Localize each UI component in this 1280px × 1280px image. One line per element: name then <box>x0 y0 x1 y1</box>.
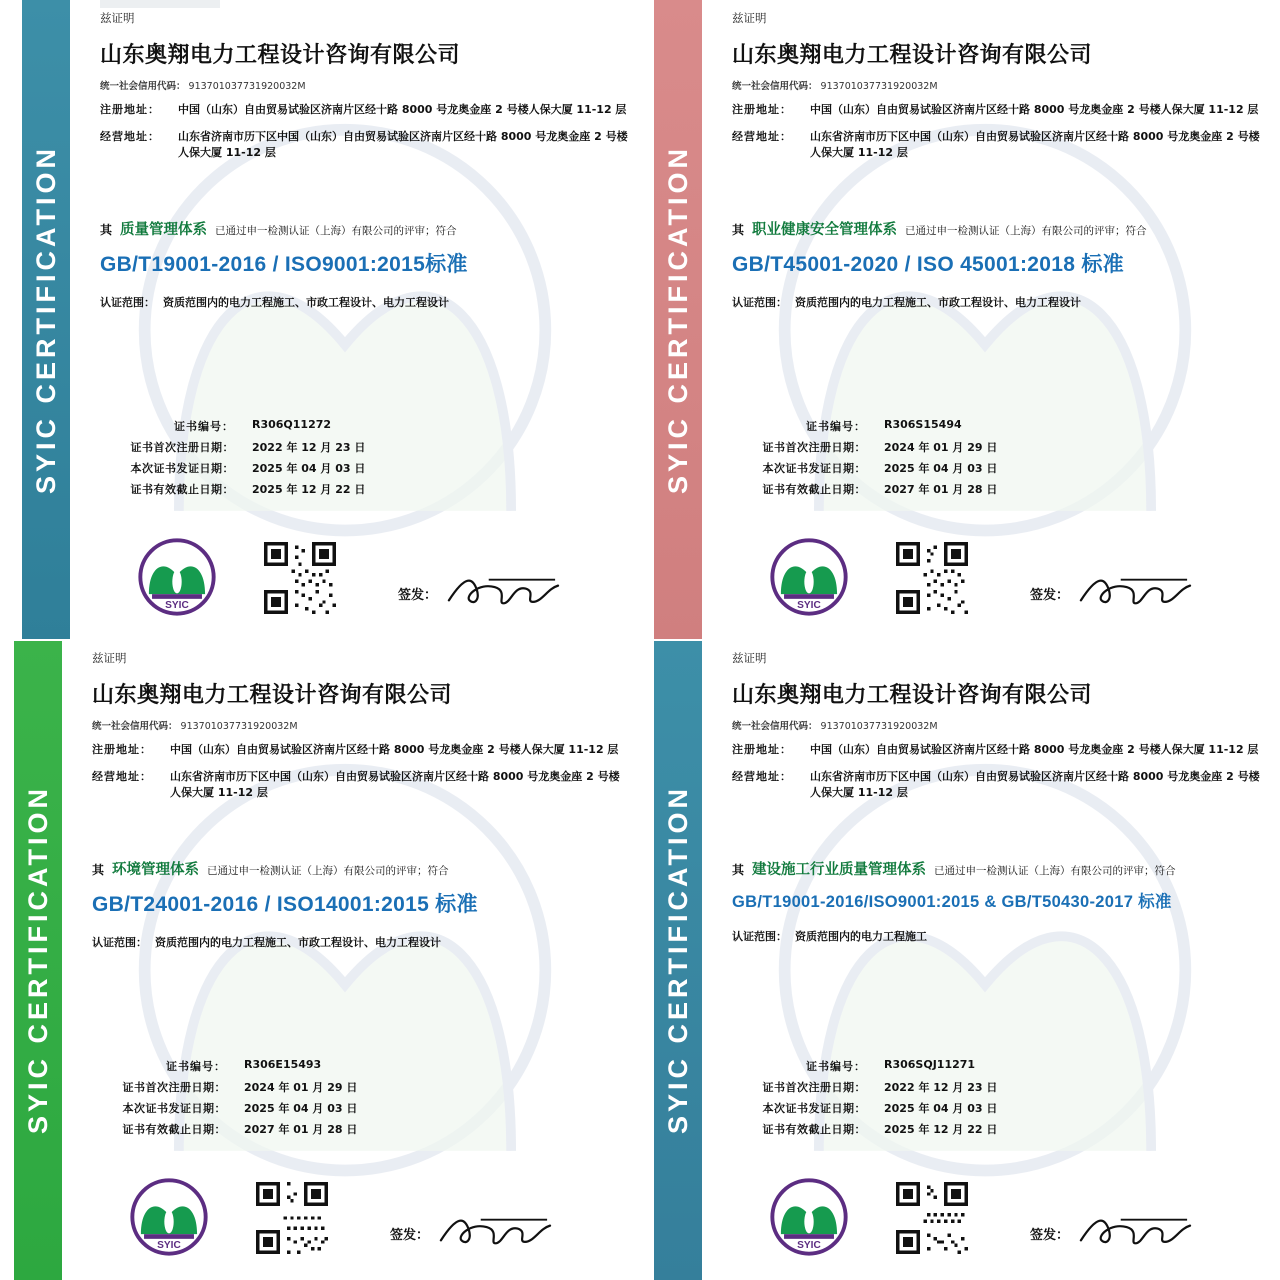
credit-code-line <box>732 78 1268 92</box>
scope-row <box>732 294 1268 310</box>
certificate-content <box>732 0 1268 640</box>
business-address-row <box>100 129 628 162</box>
business-address-value: 山东省济南市历下区中国（山东）自由贸易试验区济南片区经十路 8000 号龙奥金座 2 号楼人保大厦 11-12 层 <box>178 129 628 159</box>
issue-date-label: 本次证书发证日期： <box>762 462 866 475</box>
certificate-footer <box>742 536 1258 622</box>
cert-no-value: R306E15493 <box>244 1058 322 1071</box>
scheme-line <box>732 858 1268 879</box>
approved-text: 已通过申一检测认证（上海）有限公司的评审；符合 <box>905 224 1147 237</box>
company-name: 山东奥翔电力工程设计咨询有限公司 <box>92 683 453 708</box>
qr-code[interactable] <box>896 1182 968 1254</box>
issue-date-label: 本次证书发证日期： <box>762 1102 866 1115</box>
registered-address-value: 中国（山东）自由贸易试验区济南片区经十路 8000 号龙奥金座 2 号楼人保大厦 11-12 层 <box>810 103 1259 116</box>
expiry-date-label: 证书有效截止日期： <box>762 483 866 496</box>
business-address-label: 经营地址： <box>732 769 792 783</box>
first-registration-value: 2022 年 12 月 23 日 <box>252 441 366 454</box>
certificate-quality-management <box>0 0 640 640</box>
company-name: 山东奥翔电力工程设计咨询有限公司 <box>100 43 461 68</box>
credit-code-value: 913701037731920032M <box>820 721 938 732</box>
signature-label: 签发： <box>1030 1227 1070 1243</box>
signature-label: 签发： <box>1030 587 1070 603</box>
registered-address-label: 注册地址： <box>92 743 152 756</box>
syic-logo-icon <box>138 538 216 616</box>
svg-text:SYIC: SYIC <box>165 600 189 612</box>
expiry-date-label: 证书有效截止日期： <box>130 483 234 496</box>
business-address-label: 经营地址： <box>100 129 160 143</box>
issue-date-label: 本次证书发证日期： <box>122 1102 226 1115</box>
side-band-environment <box>14 640 62 1280</box>
signature-label: 签发： <box>398 587 438 603</box>
first-registration-row <box>102 1079 357 1095</box>
business-address-row <box>92 769 628 802</box>
certificate-construction-industry-quality <box>640 640 1280 1280</box>
registered-address-label: 注册地址： <box>732 103 792 116</box>
cert-no-value: R306Q11272 <box>252 418 332 431</box>
band-label: SYIC CERTIFICATION <box>22 785 53 1135</box>
band-label: SYIC CERTIFICATION <box>662 145 693 495</box>
company-name: 山东奥翔电力工程设计咨询有限公司 <box>732 683 1093 708</box>
qi-label: 其 <box>100 222 113 237</box>
cert-no-row <box>102 1058 357 1074</box>
certificate-content <box>100 0 628 640</box>
scheme-line <box>100 218 628 239</box>
certificate-footer <box>742 1176 1258 1262</box>
qi-label: 其 <box>732 862 745 877</box>
syic-logo-icon <box>130 1178 208 1256</box>
first-registration-label: 证书首次注册日期： <box>122 1081 226 1094</box>
signature-label: 签发： <box>390 1227 430 1243</box>
standard-text: GB/T45001-2020 / ISO 45001:2018 标准 <box>732 252 1124 276</box>
business-address-value: 山东省济南市历下区中国（山东）自由贸易试验区济南片区经十路 8000 号龙奥金座 2 号楼人保大厦 11-12 层 <box>170 769 620 799</box>
first-registration-row <box>110 439 365 455</box>
registered-address-label: 注册地址： <box>732 743 792 756</box>
first-registration-label: 证书首次注册日期： <box>762 441 866 454</box>
svg-text:SYIC: SYIC <box>797 1240 821 1252</box>
credit-code-value: 913701037731920032M <box>180 721 298 732</box>
business-address-value: 山东省济南市历下区中国（山东）自由贸易试验区济南片区经十路 8000 号龙奥金座 2 号楼人保大厦 11-12 层 <box>810 129 1260 159</box>
credit-code-label: 统一社会信用代码： <box>92 721 178 732</box>
cert-no-label: 证书编号： <box>806 420 866 433</box>
qi-label: 其 <box>92 862 105 877</box>
scope-label: 认证范围： <box>732 295 787 309</box>
side-band-ohs <box>654 0 702 640</box>
credit-code-line <box>100 78 628 92</box>
approved-text: 已通过申一检测认证（上海）有限公司的评审；符合 <box>207 864 449 877</box>
issue-date-row <box>110 460 365 476</box>
expiry-date-label: 证书有效截止日期： <box>762 1123 866 1136</box>
cert-no-row <box>742 1058 997 1074</box>
zizhengming-label: 兹证明 <box>732 651 767 665</box>
credit-code-value: 913701037731920032M <box>188 81 306 92</box>
system-name: 职业健康安全管理体系 <box>752 221 898 238</box>
registered-address-value: 中国（山东）自由贸易试验区济南片区经十路 8000 号龙奥金座 2 号楼人保大厦 11-12 层 <box>810 743 1259 756</box>
qr-code[interactable] <box>896 542 968 614</box>
registered-address-row <box>732 742 1268 759</box>
cert-no-label: 证书编号： <box>174 420 234 433</box>
certificate-meta <box>110 418 365 502</box>
certificate-occupational-health-safety <box>640 0 1280 640</box>
issue-date-row <box>742 460 997 476</box>
scope-value: 资质范围内的电力工程施工、市政工程设计、电力工程设计 <box>795 295 1081 309</box>
business-address-row <box>732 129 1268 162</box>
scope-label: 认证范围： <box>100 295 155 309</box>
zizhengming-label: 兹证明 <box>732 11 767 25</box>
system-name: 环境管理体系 <box>112 861 200 878</box>
business-address-value: 山东省济南市历下区中国（山东）自由贸易试验区济南片区经十路 8000 号龙奥金座 2 号楼人保大厦 11-12 层 <box>810 769 1260 799</box>
issue-date-row <box>742 1100 997 1116</box>
cert-no-row <box>742 418 997 434</box>
side-band-quality <box>22 0 70 640</box>
expiry-date-row <box>102 1121 357 1137</box>
business-address-label: 经营地址： <box>732 129 792 143</box>
expiry-date-row <box>110 481 365 497</box>
certificate-meta <box>742 1058 997 1142</box>
scope-value: 资质范围内的电力工程施工 <box>795 929 927 943</box>
credit-code-line <box>732 718 1268 732</box>
registered-address-label: 注册地址： <box>100 103 160 116</box>
credit-code-label: 统一社会信用代码： <box>732 81 818 92</box>
scope-value: 资质范围内的电力工程施工、市政工程设计、电力工程设计 <box>155 935 441 949</box>
first-registration-label: 证书首次注册日期： <box>762 1081 866 1094</box>
scope-row <box>92 934 628 950</box>
qi-label: 其 <box>732 222 745 237</box>
standard-text: GB/T19001-2016 / ISO9001:2015标准 <box>100 252 468 276</box>
certificate-footer <box>110 536 618 622</box>
registered-address-value: 中国（山东）自由贸易试验区济南片区经十路 8000 号龙奥金座 2 号楼人保大厦 11-12 层 <box>178 103 627 116</box>
expiry-date-value: 2027 年 01 月 28 日 <box>884 483 998 496</box>
cert-no-row <box>110 418 365 434</box>
expiry-date-value: 2027 年 01 月 28 日 <box>244 1123 358 1136</box>
qr-code[interactable] <box>256 1182 328 1254</box>
expiry-date-row <box>742 481 997 497</box>
cert-no-label: 证书编号： <box>806 1060 866 1073</box>
system-name: 建设施工行业质量管理体系 <box>752 861 927 878</box>
signature-icon <box>435 1210 553 1256</box>
signature-icon <box>1075 1210 1193 1256</box>
first-registration-label: 证书首次注册日期： <box>130 441 234 454</box>
svg-text:SYIC: SYIC <box>157 1240 181 1252</box>
scope-label: 认证范围： <box>92 935 147 949</box>
cert-no-value: R306S15494 <box>884 418 962 431</box>
zizhengming-label: 兹证明 <box>92 651 127 665</box>
first-registration-value: 2022 年 12 月 23 日 <box>884 1081 998 1094</box>
company-name: 山东奥翔电力工程设计咨询有限公司 <box>732 43 1093 68</box>
issue-date-value: 2025 年 04 月 03 日 <box>244 1102 358 1115</box>
scope-row <box>732 928 1268 944</box>
business-address-row <box>732 769 1268 802</box>
credit-code-value: 913701037731920032M <box>820 81 938 92</box>
certificate-meta <box>102 1058 357 1142</box>
expiry-date-label: 证书有效截止日期： <box>122 1123 226 1136</box>
standard-text: GB/T24001-2016 / ISO14001:2015 标准 <box>92 892 478 916</box>
business-address-label: 经营地址： <box>92 769 152 783</box>
svg-text:SYIC: SYIC <box>797 600 821 612</box>
signature-block <box>390 1210 553 1256</box>
signature-block <box>1030 1210 1193 1256</box>
scope-value: 资质范围内的电力工程施工、市政工程设计、电力工程设计 <box>163 295 449 309</box>
issue-date-label: 本次证书发证日期： <box>130 462 234 475</box>
first-registration-value: 2024 年 01 月 29 日 <box>244 1081 358 1094</box>
zizhengming-label: 兹证明 <box>100 11 135 25</box>
registered-address-row <box>92 742 628 759</box>
first-registration-value: 2024 年 01 月 29 日 <box>884 441 998 454</box>
band-label: SYIC CERTIFICATION <box>30 145 61 495</box>
registered-address-row <box>732 102 1268 119</box>
side-band-construction <box>654 640 702 1280</box>
signature-icon <box>1075 570 1193 616</box>
scheme-line <box>732 218 1268 239</box>
cert-no-label: 证书编号： <box>166 1060 226 1073</box>
scope-label: 认证范围： <box>732 929 787 943</box>
issue-date-value: 2025 年 04 月 03 日 <box>252 462 366 475</box>
signature-block <box>398 570 561 616</box>
certificate-footer <box>102 1176 618 1262</box>
expiry-date-value: 2025 年 12 月 22 日 <box>884 1123 998 1136</box>
certificate-content <box>732 640 1268 1280</box>
registered-address-row <box>100 102 628 119</box>
approved-text: 已通过申一检测认证（上海）有限公司的评审；符合 <box>215 224 457 237</box>
first-registration-row <box>742 1079 997 1095</box>
signature-block <box>1030 570 1193 616</box>
credit-code-line <box>92 718 628 732</box>
expiry-date-row <box>742 1121 997 1137</box>
certificate-content <box>92 640 628 1280</box>
system-name: 质量管理体系 <box>120 221 208 238</box>
band-label: SYIC CERTIFICATION <box>662 785 693 1135</box>
signature-icon <box>443 570 561 616</box>
issue-date-value: 2025 年 04 月 03 日 <box>884 1102 998 1115</box>
cert-no-value: R306SQJ11271 <box>884 1058 976 1071</box>
qr-code[interactable] <box>264 542 336 614</box>
registered-address-value: 中国（山东）自由贸易试验区济南片区经十路 8000 号龙奥金座 2 号楼人保大厦 11-12 层 <box>170 743 619 756</box>
expiry-date-value: 2025 年 12 月 22 日 <box>252 483 366 496</box>
issue-date-value: 2025 年 04 月 03 日 <box>884 462 998 475</box>
certificate-meta <box>742 418 997 502</box>
credit-code-label: 统一社会信用代码： <box>732 721 818 732</box>
vertical-divider <box>639 0 641 1280</box>
standard-text: GB/T19001-2016/ISO9001:2015 & GB/T50430-2017 标准 <box>732 892 1172 911</box>
first-registration-row <box>742 439 997 455</box>
scope-row <box>100 294 628 310</box>
credit-code-label: 统一社会信用代码： <box>100 81 186 92</box>
syic-logo-icon <box>770 1178 848 1256</box>
approved-text: 已通过申一检测认证（上海）有限公司的评审；符合 <box>934 864 1176 877</box>
syic-logo-icon <box>770 538 848 616</box>
certificate-environmental-management <box>0 640 640 1280</box>
issue-date-row <box>102 1100 357 1116</box>
scheme-line <box>92 858 628 879</box>
